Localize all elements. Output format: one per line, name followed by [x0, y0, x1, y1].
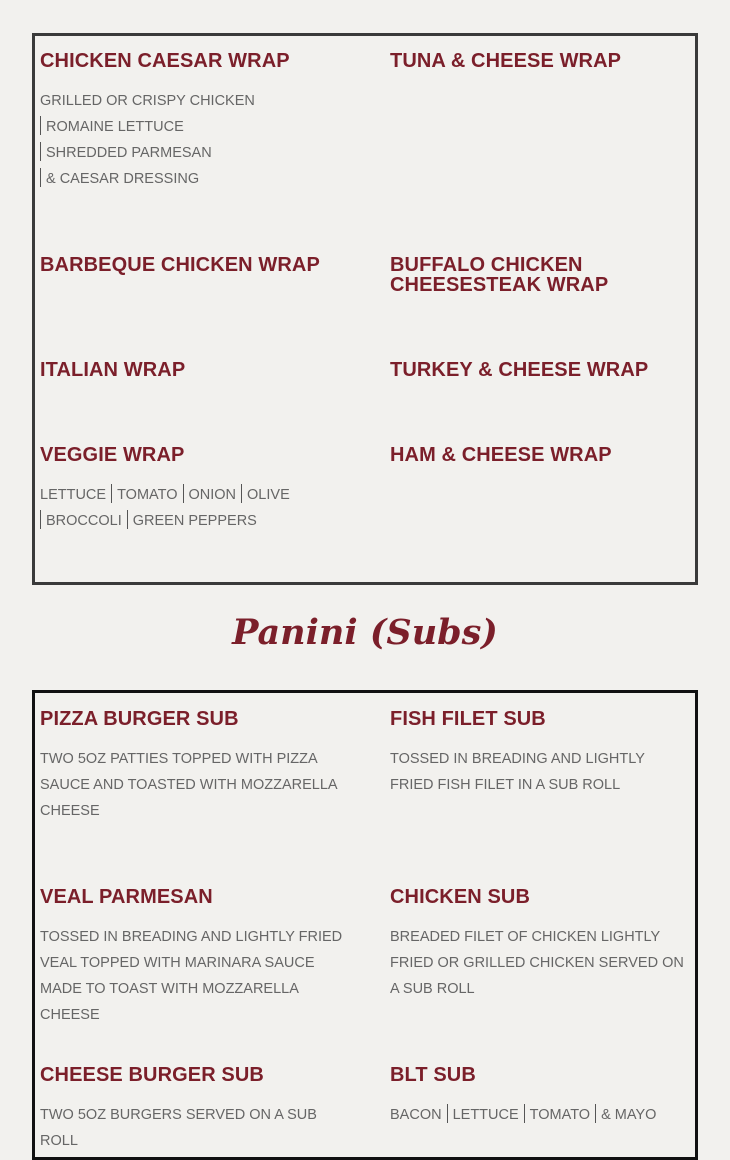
ingredient: GREEN PEPPERS — [132, 513, 257, 529]
menu-item-veggie-wrap — [40, 445, 350, 534]
item-title: ITALIAN WRAP — [40, 359, 186, 381]
ingredient: ROMAINE LETTUCE — [46, 119, 184, 135]
ingredient: BROCCOLI — [46, 513, 122, 529]
item-title: CHICKEN SUB — [390, 886, 530, 908]
divider — [183, 484, 184, 503]
ingredient: LETTUCE — [40, 487, 107, 503]
divider — [111, 484, 112, 503]
item-title: VEAL PARMESAN — [40, 886, 213, 908]
menu-item-fish-filet-sub — [390, 709, 690, 798]
item-title: BLT SUB — [390, 1064, 476, 1086]
ingredient: TOMATO — [529, 1107, 591, 1123]
item-title: FISH FILET SUB — [390, 708, 546, 730]
divider — [40, 116, 41, 135]
item-title-line2: CHEESESTEAK WRAP — [390, 274, 609, 296]
divider — [40, 168, 41, 187]
ingredient: LETTUCE — [452, 1107, 519, 1123]
menu-item-ham-cheese-wrap — [390, 445, 690, 465]
ingredient: & CAESAR DRESSING — [46, 171, 200, 187]
menu-item-cheese-burger-sub — [40, 1065, 350, 1154]
item-description — [40, 482, 350, 534]
item-description: TWO 5OZ PATTIES TOPPED WITH PIZZA SAUCE AND TOASTED WITH MOZZARELLA CHEESE — [40, 751, 337, 819]
item-title: VEGGIE WRAP — [40, 444, 185, 466]
ingredient: OLIVE — [247, 487, 290, 503]
item-title: PIZZA BURGER SUB — [40, 708, 239, 730]
item-description: BREADED FILET OF CHICKEN LIGHTLY FRIED OR GRILLED CHICKEN SERVED ON A SUB ROLL — [390, 929, 684, 997]
menu-item-chicken-sub — [390, 887, 690, 1002]
item-title: BARBEQUE CHICKEN WRAP — [40, 254, 320, 276]
desc-line — [40, 508, 350, 534]
wraps-menu-box — [32, 33, 698, 585]
ingredient: BACON — [390, 1107, 442, 1123]
divider — [40, 510, 41, 529]
divider — [524, 1104, 525, 1123]
menu-item-turkey-cheese-wrap — [390, 360, 690, 380]
ingredient: ONION — [188, 487, 237, 503]
divider — [241, 484, 242, 503]
menu-item-veal-parmesan — [40, 887, 350, 1028]
item-description — [40, 88, 350, 192]
divider — [40, 142, 41, 161]
menu-item-blt-sub — [390, 1065, 690, 1128]
desc-line — [40, 88, 350, 114]
item-title: CHEESE BURGER SUB — [40, 1064, 264, 1086]
item-title-line1: BUFFALO CHICKEN — [390, 254, 583, 276]
desc-line — [40, 482, 350, 508]
item-title: TURKEY & CHEESE WRAP — [390, 359, 649, 381]
ingredient: GRILLED OR CRISPY CHICKEN — [40, 93, 255, 109]
section-heading-panini: Panini (Subs) — [232, 612, 498, 653]
desc-line — [40, 166, 350, 192]
item-description: TWO 5OZ BURGERS SERVED ON A SUB ROLL — [40, 1107, 317, 1149]
desc-line — [40, 140, 350, 166]
item-description: TOSSED IN BREADING AND LIGHTLY FRIED VEAL TOPPED WITH MARINARA SAUCE MADE TO TOAST WITH MOZZARELLA CHEESE — [40, 929, 343, 1023]
divider — [447, 1104, 448, 1123]
item-title: TUNA & CHEESE WRAP — [390, 50, 622, 72]
ingredient: SHREDDED PARMESAN — [46, 145, 212, 161]
menu-item-pizza-burger-sub — [40, 709, 350, 824]
menu-item-buffalo-chicken-cheesesteak-wrap — [390, 255, 690, 295]
ingredient: TOMATO — [117, 487, 178, 503]
desc-line — [40, 114, 350, 140]
item-description: TOSSED IN BREADING AND LIGHTLY FRIED FISH FILET IN A SUB ROLL — [390, 751, 645, 793]
divider — [127, 510, 128, 529]
item-description — [390, 1102, 690, 1128]
item-title: CHICKEN CAESAR WRAP — [40, 50, 290, 72]
menu-item-tuna-cheese-wrap — [390, 51, 690, 71]
ingredient: & MAYO — [601, 1107, 657, 1123]
menu-item-italian-wrap — [40, 360, 350, 380]
menu-item-barbeque-chicken-wrap — [40, 255, 350, 275]
menu-item-chicken-caesar-wrap — [40, 51, 350, 192]
divider — [595, 1104, 596, 1123]
panini-menu-box — [32, 690, 698, 1160]
item-title: HAM & CHEESE WRAP — [390, 444, 612, 466]
item-title — [390, 255, 690, 295]
